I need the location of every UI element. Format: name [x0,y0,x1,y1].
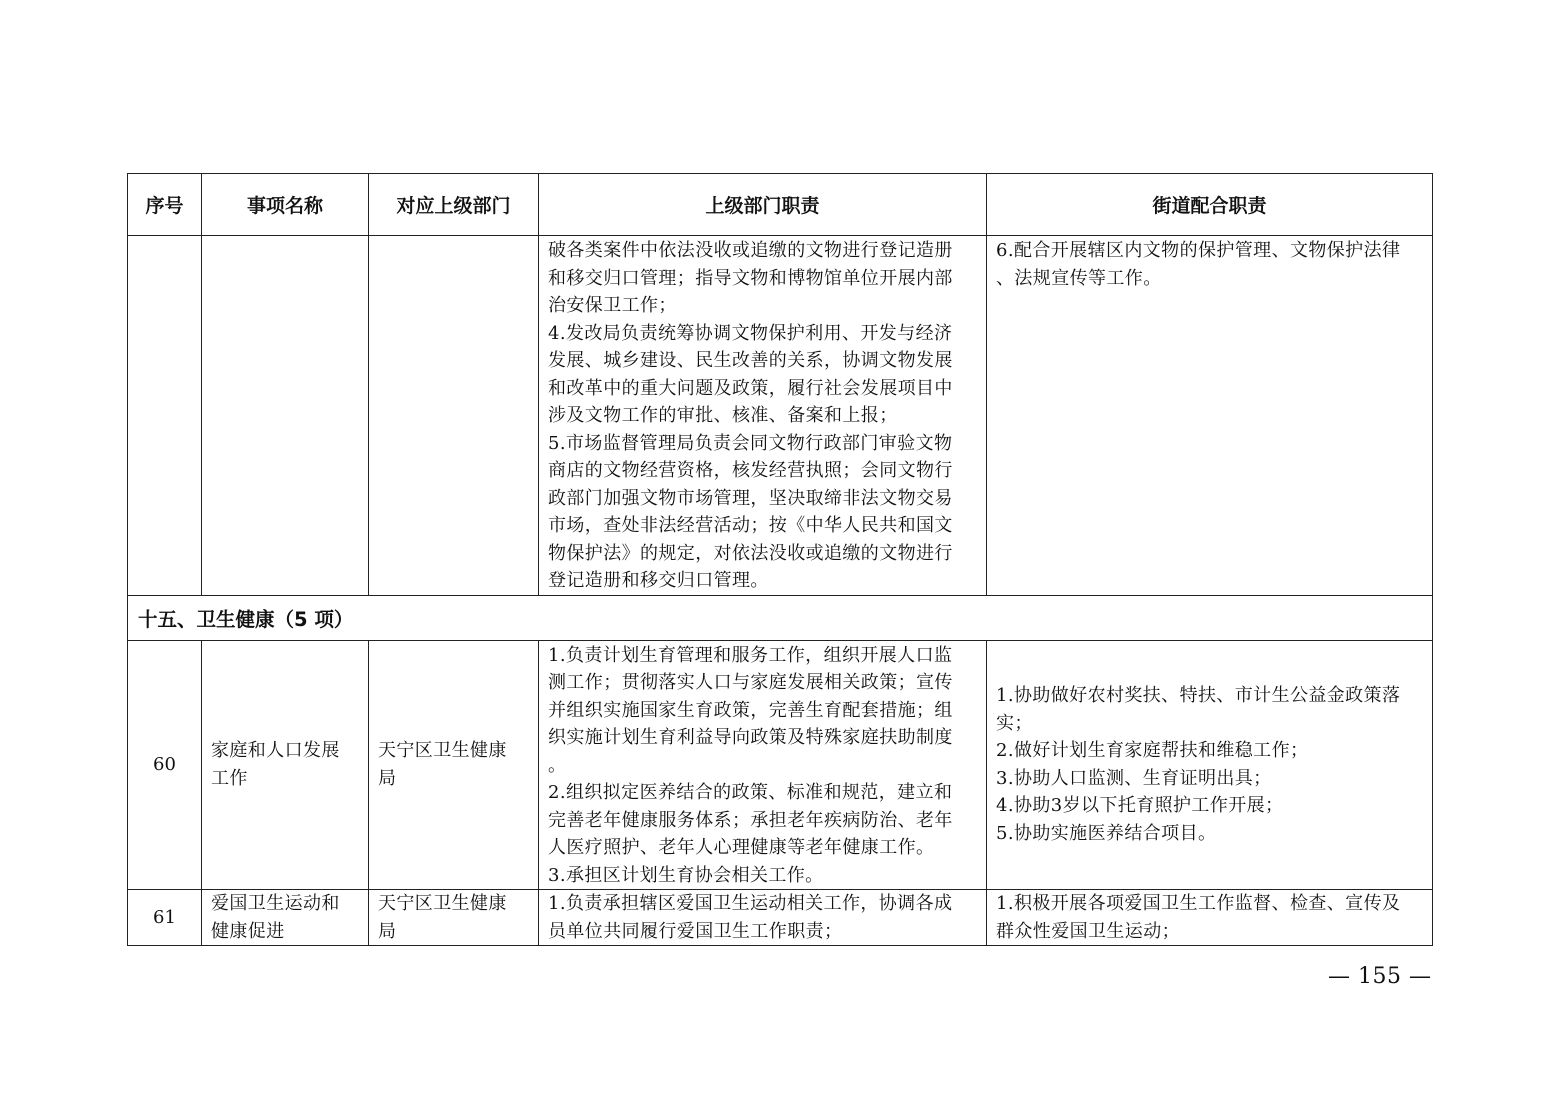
cell-item-name [202,890,369,946]
street-duty-text: 6.配合开展辖区内文物的保护管理、文物保护法律 、法规宣传等工作。 [996,240,1401,289]
cell-seq [128,236,202,596]
item-name-text: 家庭和人口发展 工作 [211,740,340,789]
cell-seq: 61 [128,890,202,946]
cell-street-duty [987,890,1433,946]
cell-street-duty [987,236,1433,596]
cell-street-duty [987,640,1433,890]
street-duty-text: 1.积极开展各项爱国卫生工作监督、检查、宣传及 群众性爱国卫生运动； [996,893,1401,942]
header-upper-duty: 上级部门职责 [539,174,987,236]
cell-upper-dept [369,640,539,890]
cell-item-name [202,236,369,596]
header-street-duty: 街道配合职责 [987,174,1433,236]
street-duty-text: 1.协助做好农村奖扶、特扶、市计生公益金政策落 实； 2.做好计划生育家庭帮扶和维稳工作； 3.协助人口监测、生育证明出具； 4.协助3岁以下托育照护工作开展； 5.协助实施医养结合项目。 [996,685,1401,844]
upper-duty-text: 1.负责承担辖区爱国卫生运动相关工作，协调各成 员单位共同履行爱国卫生工作职责； [548,893,953,942]
header-upper-dept: 对应上级部门 [369,174,539,236]
table-row [128,890,1433,946]
cell-upper-duty [539,236,987,596]
page-number: — 155 — [1328,964,1432,989]
cell-upper-dept [369,236,539,596]
section-title: 十五、卫生健康（5 项） [128,595,1433,640]
cell-upper-duty [539,640,987,890]
cell-seq: 60 [128,640,202,890]
table-row-continuation [128,236,1433,596]
cell-upper-dept [369,890,539,946]
upper-dept-text: 天宁区卫生健康 局 [378,893,507,942]
upper-duty-text: 1.负责计划生育管理和服务工作，组织开展人口监 测工作；贯彻落实人口与家庭发展相关政策；宣传 并组织实施国家生育政策，完善生育配套措施；组 织实施计划生育利益导向政策及特殊家庭扶助制度 。 2.组织拟定医养结合的政策、标准和规范，建立和 完善老年健康服务体系；承担老年疾病防治、老年 人医疗照护、老年人心理健康等老年健康工作。 3.承担区计划生育协会相关工作。 [548,644,953,886]
duty-table [127,173,1433,946]
item-name-text: 爱国卫生运动和 健康促进 [211,893,340,942]
upper-duty-text: 破各类案件中依法没收或追缴的文物进行登记造册 和移交归口管理；指导文物和博物馆单位开展内部 治安保卫工作； 4.发改局负责统筹协调文物保护利用、开发与经济 发展、城乡建设、民生改善的关系，协调文物发展 和改革中的重大问题及政策，履行社会发展项目中 涉及文物工作的审批、核准、备案和上报； 5.市场监督管理局负责会同文物行政部门审验文物 商店的文物经营资格，核发经营执照；会同文物行 政部门加强文物市场管理，坚决取缔非法文物交易 市场，查处非法经营活动；按《中华人民共和国文 物保护法》的规定，对依法没收或追缴的文物进行 登记造册和移交归口管理。 [548,240,953,591]
header-seq: 序号 [128,174,202,236]
upper-dept-text: 天宁区卫生健康 局 [378,740,507,789]
header-row [128,174,1433,236]
header-item-name: 事项名称 [202,174,369,236]
table-row [128,640,1433,890]
section-row [128,595,1433,640]
cell-upper-duty [539,890,987,946]
cell-item-name [202,640,369,890]
